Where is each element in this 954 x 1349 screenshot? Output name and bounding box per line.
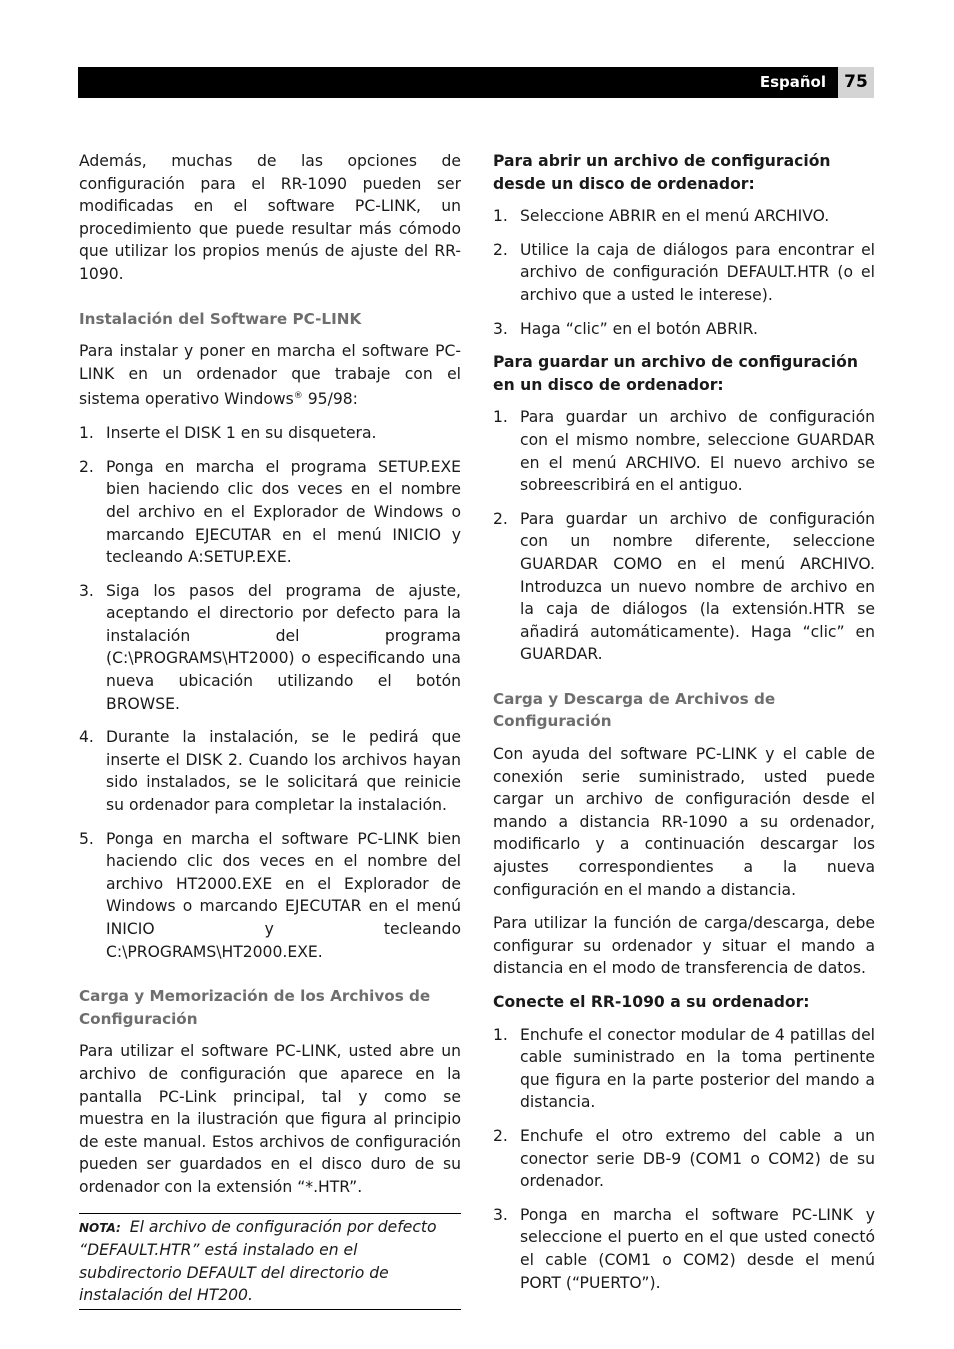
list-item <box>493 205 875 228</box>
save-steps-list <box>493 406 875 666</box>
step-text: Para guardar un archivo de configuración con un nombre diferente, seleccione GUARDAR COMO en el menú ARCHIVO. Introduzca un nuevo nombre de archivo en la caja de diálogos (la extensión.HTR se añadirá automáticamente). Haga “clic” en GUARDAR. <box>520 509 875 664</box>
load-paragraph: Para utilizar el software PC-LINK, usted abre un archivo de configuración que aparece en la pantalla PC-Link principal, tal y como se muestra en la ilustración que figura al principio de este manual. Estos archivos de configuración pueden ser guardados en el disco duro de su ordenador con la extensión “*.HTR”. <box>79 1042 461 1196</box>
step-text: Durante la instalación, se le pedirá que inserte el DISK 2. Cuando los archivos hayan sido instalados, se le solicitará que reinicie su ordenador para completar la instalación. <box>106 728 461 815</box>
step-text: Ponga en marcha el software PC-LINK bien haciendo clic dos veces en el nombre del archivo HT2000.EXE en el Explorador de Windows o marcando EJECUTAR en el menú INICIO y tecleando C:\PROGRAMS\HT2000.EXE. <box>106 829 461 961</box>
list-item <box>79 422 461 445</box>
list-item <box>493 1024 875 1114</box>
step-text: Seleccione ABRIR en el menú ARCHIVO. <box>520 207 830 226</box>
registered-mark: ® <box>293 391 303 402</box>
step-number: 4. <box>79 728 94 747</box>
step-number: 1. <box>493 1025 508 1044</box>
note-label: NOTA: <box>79 1220 121 1235</box>
right-column <box>493 150 875 1305</box>
step-number: 5. <box>79 829 94 848</box>
step-text: Siga los pasos del programa de ajuste, aceptando el directorio por defecto para la instalación del programa (C:\PROGRAMS\HT2000) o especificando una nueva ubicación utilizando el botón BROWSE. <box>106 581 461 713</box>
list-item <box>79 580 461 716</box>
left-column <box>79 150 461 1310</box>
step-number: 2. <box>79 457 94 476</box>
open-heading: Para abrir un archivo de configuración desde un disco de ordenador: <box>493 152 831 193</box>
intro-paragraph: Además, muchas de las opciones de configuración para el RR-1090 pueden ser modificadas en el software PC-LINK, un procedimiento que puede resultar más cómodo que utilizar los propios menús de ajuste del RR-1090. <box>79 152 461 283</box>
open-steps-list <box>493 205 875 340</box>
note-text: El archivo de configuración por defecto “DEFAULT.HTR” está instalado en el subdirectorio DEFAULT del directorio de instalación del HT200. <box>79 1217 437 1305</box>
list-item <box>493 318 875 341</box>
header-bar <box>78 67 838 98</box>
install-steps-list <box>79 422 461 963</box>
transfer-paragraph-1: Con ayuda del software PC-LINK y el cable de conexión serie suministrado, usted puede cargar un archivo de configuración desde el mando a distancia RR-1090 a su ordenador, modificarlo y a continuación descargar los ajustes correspondientes a la nueva configuración en el mando a distancia. <box>493 745 875 899</box>
step-number: 1. <box>79 424 94 443</box>
step-text: Ponga en marcha el programa SETUP.EXE bien haciendo clic dos veces en el nombre del archivo en el Explorador de Windows o marcando EJECUTAR en el menú INICIO y tecleando A:SETUP.EXE. <box>106 457 461 567</box>
save-heading: Para guardar un archivo de configuración en un disco de ordenador: <box>493 353 858 394</box>
list-item <box>493 239 875 307</box>
step-number: 2. <box>493 1126 508 1145</box>
step-number: 2. <box>493 509 508 528</box>
step-number: 3. <box>493 319 508 338</box>
step-text: Inserte el DISK 1 en su disquetera. <box>106 424 377 443</box>
list-item <box>493 1125 875 1193</box>
list-item <box>493 406 875 496</box>
install-intro <box>79 340 461 411</box>
step-text: Para guardar un archivo de configuración con el mismo nombre, seleccione GUARDAR en el menú ARCHIVO. El nuevo archivo se sobreescribirá en el antiguo. <box>520 408 875 495</box>
step-text: Enchufe el otro extremo del cable a un conector serie DB-9 (COM1 o COM2) de su ordenador. <box>520 1126 875 1191</box>
step-text: Enchufe el conector modular de 4 patillas del cable suministrado en la toma pertinente que figura en la parte posterior del mando a distancia. <box>520 1025 875 1112</box>
list-item <box>79 828 461 964</box>
header-language: Español <box>759 73 826 91</box>
install-intro-a: Para instalar y poner en marcha el software PC-LINK en un ordenador que trabaje con el sistema operativo Windows <box>79 342 461 409</box>
page-number: 75 <box>838 67 874 98</box>
step-text: Ponga en marcha el software PC-LINK y seleccione el puerto en el que usted conectó el cable (COM1 o COM2) desde el menú PORT (“PUERTO”). <box>520 1205 875 1292</box>
step-text: Haga “clic” en el botón ABRIR. <box>520 319 758 338</box>
connect-heading: Conecte el RR-1090 a su ordenador: <box>493 993 810 1011</box>
step-number: 3. <box>79 581 94 600</box>
list-item <box>493 508 875 666</box>
list-item <box>493 1204 875 1294</box>
transfer-heading: Carga y Descarga de Archivos de Configuración <box>493 689 776 731</box>
step-number: 3. <box>493 1205 508 1224</box>
install-intro-b: 95/98: <box>302 390 358 409</box>
list-item <box>79 456 461 569</box>
connect-steps-list <box>493 1024 875 1295</box>
load-heading: Carga y Memorización de los Archivos de Configuración <box>79 987 431 1028</box>
step-number: 1. <box>493 207 508 226</box>
transfer-paragraph-2: Para utilizar la función de carga/descarga, debe configurar su ordenador y situar el mando a distancia en el modo de transferencia de datos. <box>493 914 875 978</box>
step-number: 1. <box>493 408 508 427</box>
list-item <box>79 726 461 816</box>
step-text: Utilice la caja de diálogos para encontrar el archivo de configuración DEFAULT.HTR (o el archivo que a usted le interese). <box>520 240 875 304</box>
note-box <box>79 1213 461 1310</box>
step-number: 2. <box>493 240 508 259</box>
install-heading: Instalación del Software PC-LINK <box>79 309 362 328</box>
